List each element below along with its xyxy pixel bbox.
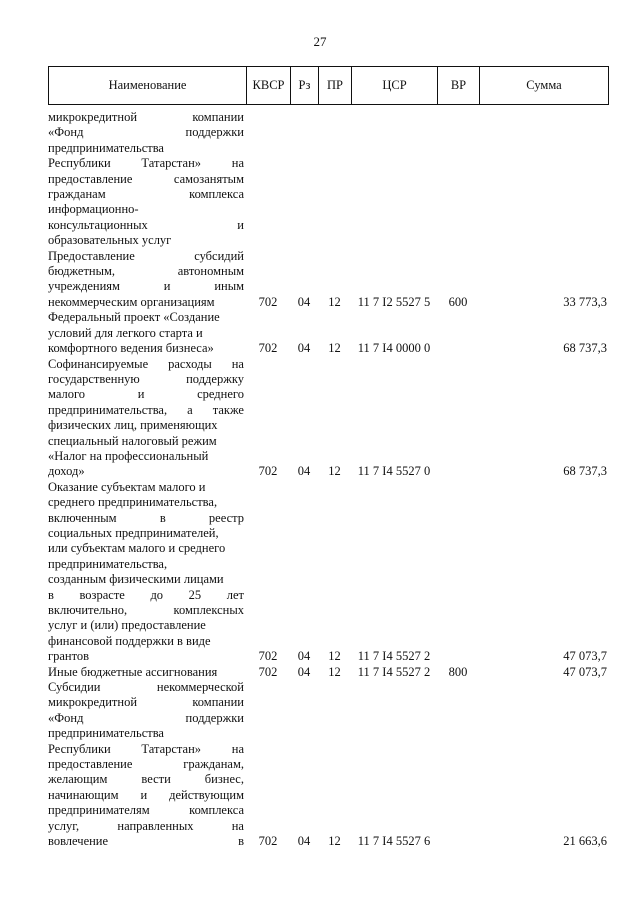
name-line [48, 403, 244, 418]
cell-sum: 68 737,3 [563, 341, 607, 356]
name-line [48, 541, 244, 556]
name-line [48, 372, 244, 387]
name-word: самозанятым [173, 171, 244, 186]
name-line [48, 788, 244, 803]
name-word: «Налог на профессиональный [48, 448, 209, 463]
column-header-vr: ВР [438, 67, 480, 104]
cell-csr: 11 7 I2 5527 5 [357, 294, 431, 309]
name-line [48, 634, 244, 649]
name-line [48, 757, 244, 772]
row-name [48, 110, 246, 249]
name-word: компании [192, 110, 244, 124]
name-word: включительно, [48, 603, 128, 617]
name-word: финансовой поддержки в виде [48, 633, 211, 648]
name-word: информационно- [48, 202, 139, 217]
column-header-name: Наименование [49, 67, 247, 104]
name-word: в [238, 834, 244, 849]
name-word: автономным [177, 264, 244, 279]
name-word: а [187, 402, 193, 417]
cell-csr: 11 7 I4 5527 0 [357, 464, 431, 479]
name-word: поддержки [185, 710, 244, 725]
name-word: консультационных [48, 217, 148, 232]
name-line [48, 711, 244, 726]
cell-pr: 12 [328, 294, 341, 309]
name-word: до [150, 587, 164, 602]
name-word: комфортного ведения бизнеса» [48, 341, 214, 356]
name-word: Оказание субъектам малого и [48, 479, 206, 494]
cell-pr: 12 [328, 664, 341, 679]
name-word: поддержки [185, 125, 244, 140]
cell-rz: 04 [297, 649, 311, 664]
name-word: предпринимателям [48, 803, 150, 818]
cell-csr: 11 7 I4 5527 2 [357, 664, 431, 679]
cell-sum: 47 073,7 [563, 664, 607, 679]
name-word: грантов [48, 649, 90, 664]
table-row [48, 310, 609, 356]
name-word: физических лиц, применяющих [48, 418, 218, 433]
name-word: и [137, 387, 145, 402]
cell-vr: 800 [448, 664, 468, 679]
cell-kvsr: 702 [258, 464, 278, 479]
name-word: учреждениям [48, 279, 120, 294]
column-header-csr: ЦСР [352, 67, 438, 104]
name-word: среднего предпринимательства, [48, 495, 218, 510]
table-row [48, 110, 609, 249]
name-line [48, 772, 244, 787]
name-line [48, 618, 244, 633]
name-word: гражданам [48, 187, 106, 202]
name-word: вовлечение [48, 834, 109, 849]
name-line [48, 202, 244, 217]
name-word: комплекса [189, 187, 244, 202]
name-line [48, 526, 244, 541]
name-line [48, 310, 244, 325]
table-row [48, 665, 609, 680]
table-row [48, 480, 609, 665]
name-line [48, 695, 244, 710]
name-line [48, 803, 244, 818]
name-line [48, 264, 244, 279]
name-line [48, 588, 244, 603]
name-line [48, 449, 244, 464]
name-word: Татарстан» [141, 741, 202, 756]
name-line [48, 172, 244, 187]
name-line [48, 511, 244, 526]
name-line [48, 495, 244, 510]
name-line [48, 649, 244, 664]
name-word: специальный налоговый режим [48, 433, 217, 448]
name-word: образовательных услуг [48, 233, 172, 248]
table-row [48, 357, 609, 480]
cell-kvsr: 702 [258, 834, 278, 849]
column-header-pr: ПР [319, 67, 352, 104]
name-line [48, 742, 244, 757]
name-word: расходы [168, 356, 212, 371]
name-line [48, 187, 244, 202]
name-word: на [231, 741, 244, 756]
name-word: малого [48, 387, 86, 402]
name-line [48, 557, 244, 572]
cell-pr: 12 [328, 649, 341, 664]
name-word: доход» [48, 464, 85, 479]
name-word: и [140, 787, 148, 802]
row-name [48, 480, 246, 665]
name-word: поддержку [186, 371, 244, 386]
name-word: и [237, 217, 244, 232]
cell-sum: 68 737,3 [563, 464, 607, 479]
row-name [48, 665, 246, 680]
name-word: Республики [48, 741, 111, 756]
name-word: предпринимательства [48, 726, 164, 741]
name-line [48, 249, 244, 264]
name-line [48, 279, 244, 294]
cell-kvsr: 702 [258, 294, 278, 309]
name-line [48, 726, 244, 741]
name-word: начинающим [48, 787, 119, 802]
name-word: реестр [208, 510, 244, 525]
name-word: предпринимательства, [48, 402, 168, 417]
cell-rz: 04 [297, 294, 311, 309]
column-header-rz: Рз [291, 67, 319, 104]
cell-pr: 12 [328, 341, 341, 356]
cell-pr: 12 [328, 464, 341, 479]
name-word: 25 [188, 587, 202, 602]
cell-kvsr: 702 [258, 341, 278, 356]
name-line [48, 464, 244, 479]
name-word: «Фонд [48, 125, 84, 140]
name-word: созданным физическими лицами [48, 572, 224, 587]
name-line [48, 680, 244, 695]
name-word: «Фонд [48, 710, 84, 725]
name-word: комплекса [189, 803, 244, 818]
name-word: условий для легкого старта и [48, 325, 203, 340]
name-word: компании [192, 695, 244, 710]
name-word: вести [141, 772, 171, 787]
name-word: микрокредитной [48, 110, 138, 124]
cell-sum: 21 663,6 [563, 834, 607, 849]
name-line [48, 218, 244, 233]
cell-vr: 600 [448, 294, 468, 309]
name-line [48, 125, 244, 140]
name-line [48, 326, 244, 341]
name-word: также [212, 402, 244, 417]
name-word: социальных предпринимателей, [48, 525, 219, 540]
cell-csr: 11 7 I4 0000 0 [357, 341, 431, 356]
cell-sum: 33 773,3 [563, 294, 607, 309]
name-line [48, 357, 244, 372]
name-word: или субъектам малого и среднего [48, 541, 226, 556]
name-word: некоммерческим организациям [48, 294, 215, 309]
name-line [48, 341, 244, 356]
name-word: включенным [48, 510, 117, 525]
name-word: предпринимательства, [48, 556, 168, 571]
name-word: и [163, 279, 171, 294]
row-name [48, 680, 246, 849]
name-line [48, 480, 244, 495]
table-row [48, 680, 609, 849]
name-word: бюджетным, [48, 264, 116, 279]
cell-sum: 47 073,7 [563, 649, 607, 664]
row-name [48, 357, 246, 480]
name-word: направленных [117, 818, 194, 833]
row-name [48, 310, 246, 356]
name-word: предоставление [48, 757, 133, 772]
name-word: среднего [197, 387, 244, 402]
name-word: предпринимательства [48, 140, 164, 155]
cell-rz: 04 [297, 464, 311, 479]
table-row [48, 249, 609, 311]
name-word: Татарстан» [141, 156, 202, 171]
name-word: микрокредитной [48, 695, 138, 710]
column-header-sum: Сумма [526, 78, 562, 92]
page-number: 27 [313, 34, 327, 49]
name-word: государственную [48, 371, 140, 386]
cell-rz: 04 [297, 834, 311, 849]
name-word: Софинансируемые [48, 356, 149, 371]
name-line [48, 665, 244, 680]
name-word: лет [226, 587, 244, 602]
cell-kvsr: 702 [258, 664, 278, 679]
name-line [48, 387, 244, 402]
table-body [48, 110, 609, 850]
name-word: иным [214, 279, 244, 294]
cell-csr: 11 7 I4 5527 6 [357, 834, 431, 849]
cell-rz: 04 [297, 341, 311, 356]
name-word: в [159, 510, 166, 525]
cell-csr: 11 7 I4 5527 2 [357, 649, 431, 664]
cell-pr: 12 [328, 834, 341, 849]
name-word: на [231, 818, 244, 833]
name-word: в [48, 587, 54, 602]
row-name [48, 249, 246, 311]
name-word: услуг и (или) предоставление [48, 618, 206, 633]
name-word: возрасте [79, 587, 125, 602]
name-line [48, 603, 244, 618]
name-line [48, 141, 244, 156]
name-line [48, 156, 244, 171]
name-word: на [231, 356, 244, 371]
name-word: Иные бюджетные ассигнования [48, 664, 218, 679]
name-word: на [231, 156, 244, 171]
name-line [48, 834, 244, 849]
name-line [48, 295, 244, 310]
name-word: субсидий [194, 248, 244, 263]
name-word: предоставление [48, 171, 133, 186]
name-word: Субсидии [48, 680, 101, 695]
table-header [48, 66, 609, 105]
name-word: Федеральный проект «Создание [48, 310, 220, 325]
name-line [48, 572, 244, 587]
name-word: желающим [48, 772, 108, 787]
name-word: Предоставление [48, 248, 135, 263]
cell-kvsr: 702 [258, 649, 278, 664]
name-word: некоммерческой [156, 680, 244, 695]
column-header-kvsr: КВСР [247, 67, 291, 104]
name-word: гражданам, [183, 757, 244, 772]
name-line [48, 233, 244, 248]
name-line [48, 819, 244, 834]
name-word: действующим [169, 787, 244, 802]
name-line [48, 418, 244, 433]
cell-rz: 04 [297, 664, 311, 679]
name-line [48, 110, 244, 125]
name-word: комплексных [173, 603, 244, 617]
name-line [48, 434, 244, 449]
name-word: бизнес, [204, 772, 244, 787]
name-word: услуг, [48, 818, 80, 833]
name-word: Республики [48, 156, 111, 171]
